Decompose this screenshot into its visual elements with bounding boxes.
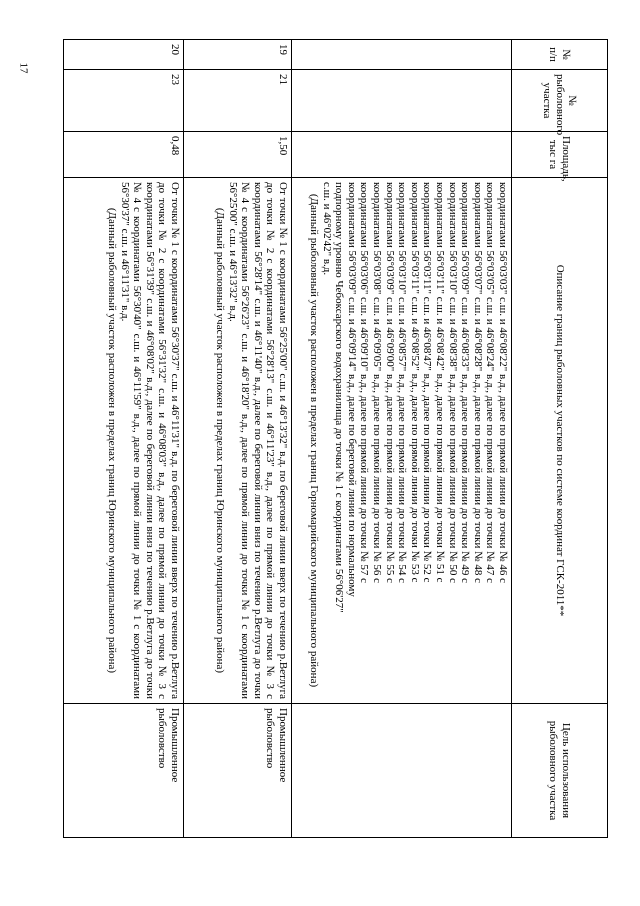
fishing-plots-table <box>63 39 608 838</box>
plot-number: 21 <box>184 70 292 132</box>
location-note: (Данный рыболовный участок расположен в пределах границ Юринского муниципального района) <box>106 207 119 674</box>
coordinate-line: координатами 56°03'10" с.ш. и 46°08'57" в.д., далее по прямой линии до точки № 54 с <box>396 182 409 583</box>
coordinate-line: координатами 56°03'11" с.ш. и 46°08'47" в.д., далее по прямой линии до точки № 52 с <box>421 182 434 583</box>
row-number: 20 <box>64 40 184 70</box>
table-row-continuation <box>292 40 512 838</box>
plot-description <box>64 178 184 704</box>
cell-plot <box>292 70 512 132</box>
plot-number: 23 <box>64 70 184 132</box>
table-row <box>64 40 184 838</box>
header-num: № п/п <box>512 40 608 70</box>
coordinate-line: координатами 56°03'08" с.ш. и 46°09'05" в.д., далее по прямой линии до точки № 56 с <box>371 182 384 583</box>
coordinate-lines <box>320 182 509 699</box>
coordinate-line: координатами 56°03'09" с.ш. и 46°08'33" в.д., далее по прямой линии до точки № 49 с <box>459 182 472 583</box>
coordinate-line: координатами 56°03'06" с.ш. и 46°09'10" в.д., далее по прямой линии до точки № 57 с <box>358 182 371 583</box>
plot-area: 1,50 <box>184 132 292 178</box>
coordinate-line: координатами 56°03'10" с.ш. и 46°08'38" в.д., далее по прямой линии до точки № 50 с <box>446 182 459 583</box>
table-sheet <box>32 39 608 837</box>
cell-description-continuation <box>292 178 512 704</box>
coordinate-line: координатами 56°03'09" с.ш. и 46°09'14" в.д., далее по береговой линии по нормальному <box>345 182 358 597</box>
table-row <box>184 40 292 838</box>
cell-num <box>292 40 512 70</box>
coordinate-line: подпорному уровню Чебоксарского водохранилища до точки № 1 с координатами 56°06'27" <box>333 182 346 613</box>
header-area: Площадь, тыс га <box>512 132 608 178</box>
header-description: Описание границ рыболовных участков по системе координат ГСК-2011** <box>512 178 608 704</box>
cell-purpose <box>292 704 512 838</box>
header-purpose: Цель использования рыболовного участка <box>512 704 608 838</box>
row-number: 19 <box>184 40 292 70</box>
page-number: 17 <box>17 62 30 74</box>
header-plot-number: № рыболовного участка <box>512 70 608 132</box>
description-text: От точки № 1 с координатами 56°25'00" с.ш. и 46°13'32" в.д. по береговой линии вверх по течению р.Ветлуга до точки № 2 с координатами 56°28'13" с.ш. и 46°11'23" в.д., далее по прямой линии до точки № 3 с координатами 56°28'14" с.ш. и 46°11'40" в.д., далее по береговой линии вниз по течению р.Ветлуга до точки № 4 с координатами 56°26'23" с.ш. и 46°18'20" в.д., далее по прямой линии до точки № 1 с координатами 56°25'00" с.ш. и 46°13'32" в.д. <box>226 182 289 699</box>
plot-area: 0,48 <box>64 132 184 178</box>
coordinate-line: координатами 56°03'11" с.ш. и 46°08'52" в.д., далее по прямой линии до точки № 53 с <box>408 182 421 583</box>
coordinate-line: координатами 56°03'03" с.ш. и 46°08'22" в.д., далее по прямой линии до точки № 46 с <box>497 182 509 583</box>
coordinate-line: координатами 56°03'07" с.ш. и 46°08'28" в.д., далее по прямой линии до точки № 48 с <box>471 182 484 583</box>
coordinate-line: координатами 56°03'09" с.ш. и 46°09'00" в.д., далее по прямой линии до точки № 55 с <box>383 182 396 583</box>
header-row <box>512 40 608 838</box>
coordinate-line: с.ш. и 46°02'42" в.д. <box>320 182 333 276</box>
cell-area <box>292 132 512 178</box>
location-note: (Данный рыболовный участок расположен в пределах границ Горномарийского муниципального района) <box>308 193 321 688</box>
coordinate-line: координатами 56°03'11" с.ш. и 46°08'42" в.д., далее по прямой линии до точки № 51 с <box>434 182 447 583</box>
plot-purpose: Промышленное рыболовство <box>64 704 184 838</box>
plot-description <box>184 178 292 704</box>
plot-purpose: Промышленное рыболовство <box>184 704 292 838</box>
description-text: От точки № 1 с координатами 56°30'37" с.ш. и 46°11'31" в.д. по береговой линии вверх по течению р.Ветлуга до точки № 2 с координатами 56°31'32" с.ш. и 46°08'03" в.д., далее по прямой линии до точки № 3 с координатами 56°31'39" с.ш. и 46°08'02" в.д., далее по береговой линии вниз по течению р.Ветлуга до точки № 4 с координатами 56°30'40" с.ш. и 46°11'59" в.д., далее по прямой линии до точки № 1 с координатами 56°30'37" с.ш. и 46°11'31" в.д. <box>118 182 181 699</box>
location-note: (Данный рыболовный участок расположен в пределах границ Юринского муниципального района) <box>214 207 227 674</box>
coordinate-line: координатами 56°03'05" с.ш. и 46°08'24" в.д., далее по прямой линии до точки № 47 с <box>484 182 497 583</box>
